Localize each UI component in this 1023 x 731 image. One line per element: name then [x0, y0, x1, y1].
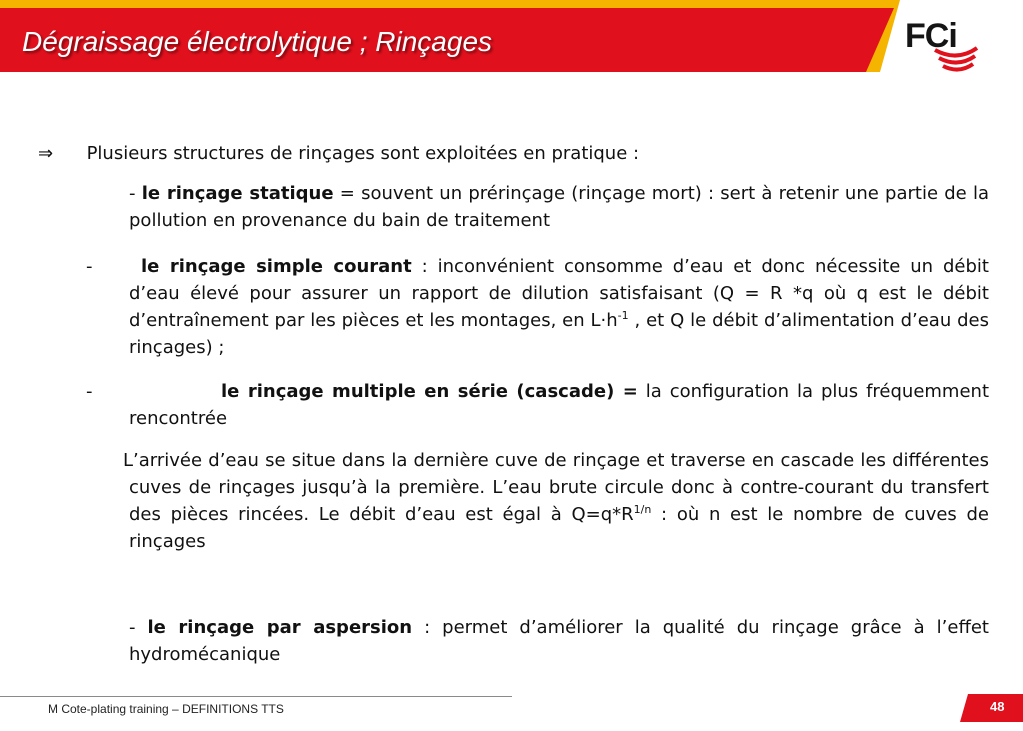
slide-title: Dégraissage électrolytique ; Rinçages [22, 26, 493, 57]
spray-term: le rinçage par aspersion [147, 617, 413, 638]
cascade-sup: 1/n [633, 503, 652, 516]
cascade-text-a: L’arrivée d’eau se situe dans la dernière cuve de rinçage et traverse en cascade les différentes cuves de rinçages jusqu’à la première. L’eau brute circule donc à contre-courant du transfert des pièces rincées. Le débit d’eau est égal à Q=q*R [123, 450, 989, 525]
cascade-paragraph [123, 447, 989, 555]
page-number: 48 [990, 699, 1005, 714]
footer-text: M Cote-plating training – DEFINITIONS TTS [48, 702, 284, 716]
static-term: le rinçage statique [141, 183, 334, 204]
logo-text: FCi [905, 17, 957, 55]
simple-rinse-item [129, 253, 989, 361]
simple-text-a: : inconvénient consomme d’eau et donc nécessite un débit d’eau élevé pour assurer un rapport de dilution satisfaisant (Q = R *q où q est le débit d’entraînement par les pièces et les montages, en L·h [129, 256, 989, 331]
simple-text-b: , et Q le débit d’alimentation d’eau des rinçages) ; [129, 310, 989, 358]
simple-sup: -1 [617, 309, 629, 322]
static-text: = souvent un prérinçage (rinçage mort) : sert à retenir une partie de la pollution en provenance du bain de traitement [129, 183, 989, 231]
page-number-badge [960, 694, 1023, 722]
static-rinse-item [129, 180, 989, 234]
spray-text: : permet d’améliorer la qualité du rinçage grâce à l’effet hydromécanique [129, 617, 989, 665]
implies-arrow-icon: ⇒ [38, 143, 54, 164]
intro-line [38, 140, 778, 167]
multiple-term: le rinçage multiple en série (cascade) = [221, 381, 638, 402]
intro-text: Plusieurs structures de rinçages sont exploitées en pratique : [86, 143, 640, 164]
cascade-text-b: : où n est le nombre de cuves de rinçages [129, 504, 989, 552]
static-dash: - [129, 183, 142, 204]
spray-rinse-item [129, 614, 989, 668]
multiple-dash: - [86, 381, 93, 402]
spray-dash: - [129, 617, 148, 638]
multiple-text: la configuration la plus fréquemment rencontrée [129, 381, 990, 429]
simple-term: le rinçage simple courant [141, 256, 412, 277]
footer-divider [0, 696, 512, 697]
multiple-rinse-item [129, 378, 989, 432]
simple-dash: - [86, 256, 93, 277]
